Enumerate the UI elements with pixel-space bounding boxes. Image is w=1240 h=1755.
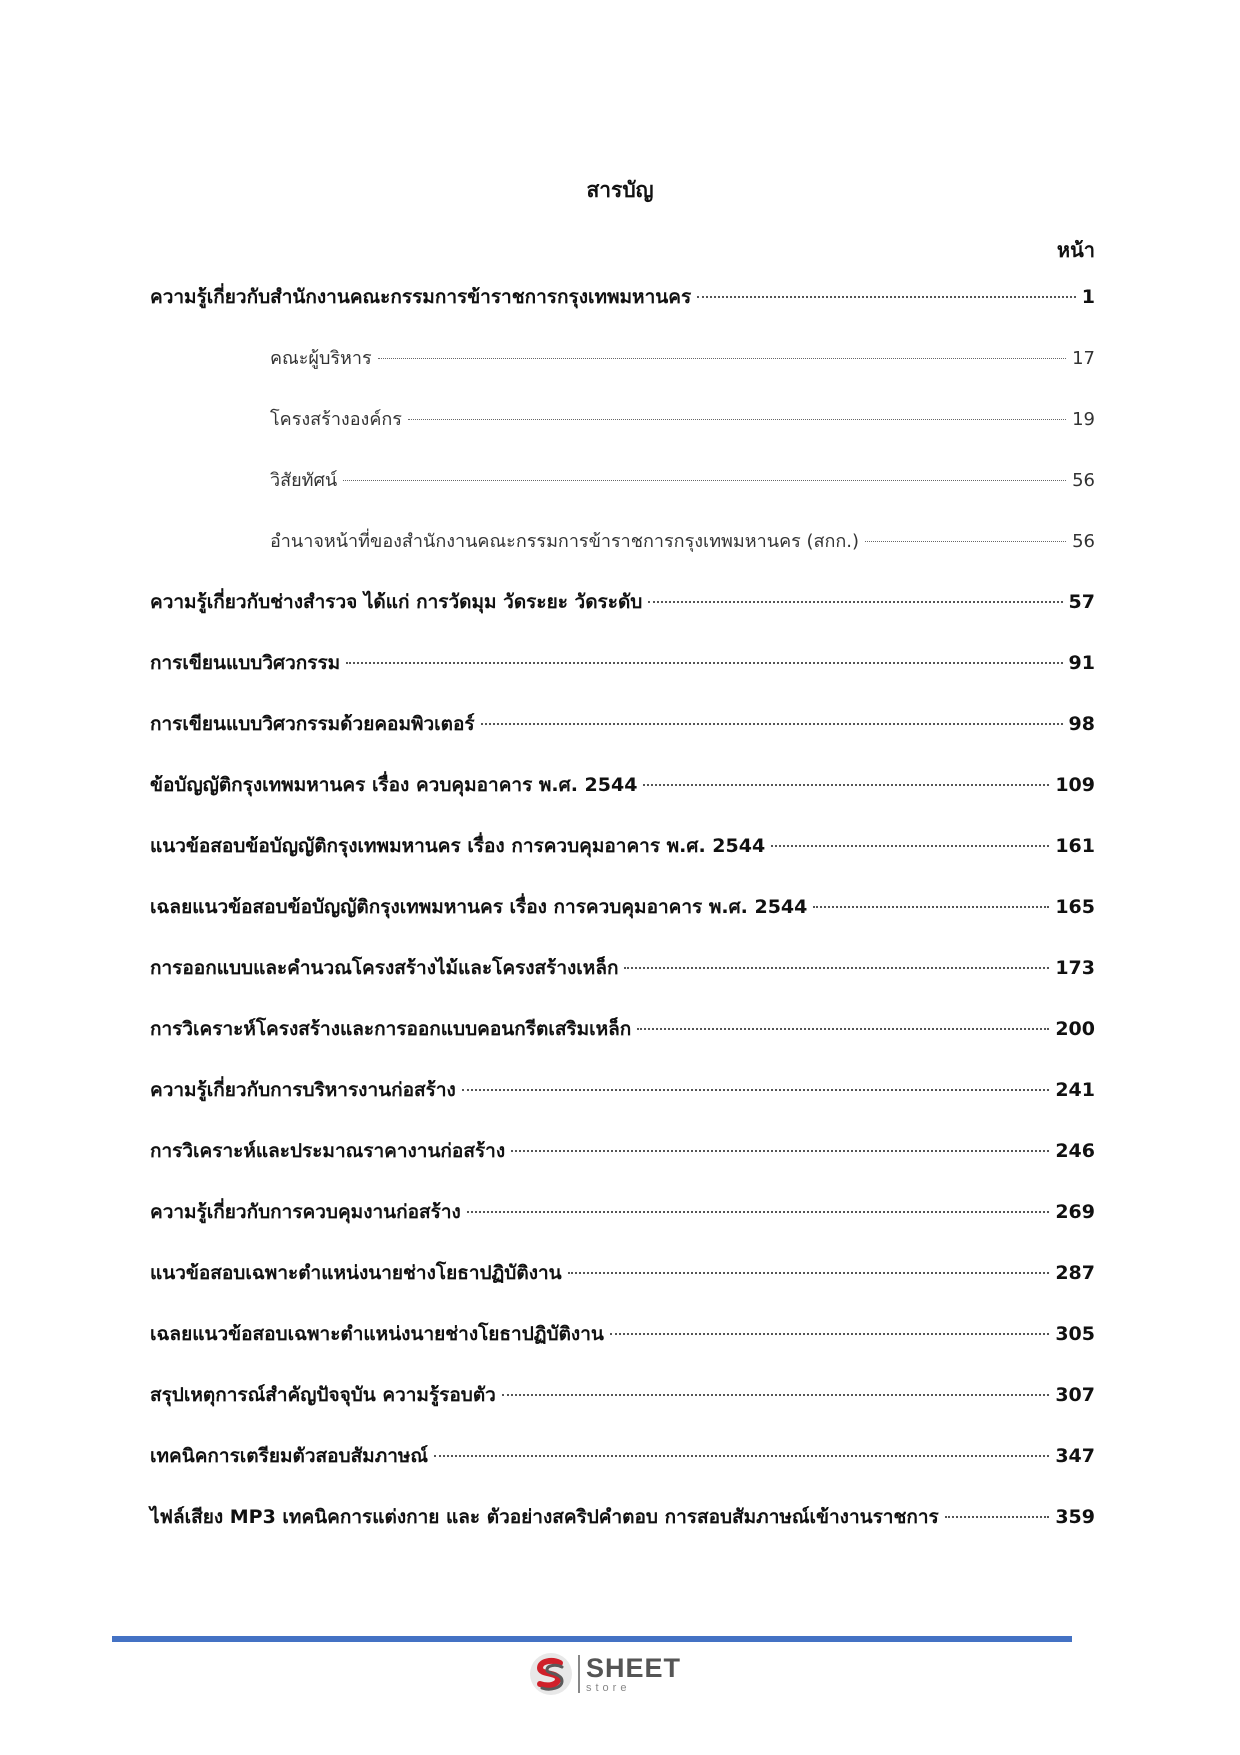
toc-entry <box>150 282 1095 343</box>
toc-entry-title: การเขียนแบบวิศวกรรม <box>150 652 341 674</box>
toc-entry-page: 307 <box>1055 1384 1095 1406</box>
toc-entry-title: เฉลยแนวข้อสอบเฉพาะตำแหน่งนายช่างโยธาปฏิบัติงาน <box>150 1323 604 1345</box>
toc-entry-title: โครงสร้างองค์กร <box>270 409 402 430</box>
toc-leader-dots <box>637 1028 1049 1030</box>
toc-leader-dots <box>945 1516 1050 1518</box>
toc-leader-dots <box>865 541 1066 542</box>
toc-entry-title: แนวข้อสอบเฉพาะตำแหน่งนายช่างโยธาปฏิบัติงาน <box>150 1262 562 1284</box>
toc-leader-dots <box>697 296 1076 298</box>
toc-leader-dots <box>511 1150 1049 1152</box>
toc-entry <box>150 770 1095 831</box>
logo-separator <box>578 1655 580 1693</box>
toc-entry <box>150 1197 1095 1258</box>
page-title: สารบัญ <box>586 178 654 202</box>
toc-entry <box>150 1502 1095 1563</box>
toc-entry <box>150 526 1095 587</box>
toc-entry-page: 246 <box>1055 1140 1095 1162</box>
toc-entry-page: 17 <box>1072 348 1095 369</box>
toc-entry <box>150 831 1095 892</box>
toc-entry-page: 269 <box>1055 1201 1095 1223</box>
toc-entry <box>150 1014 1095 1075</box>
toc-entry <box>150 1136 1095 1197</box>
toc-entry-title: เฉลยแนวข้อสอบข้อบัญญัติกรุงเทพมหานคร เรื่อง การควบคุมอาคาร พ.ศ. 2544 <box>150 896 808 918</box>
toc-entry <box>150 648 1095 709</box>
toc-entry-page: 109 <box>1055 774 1095 796</box>
toc-entry-page: 347 <box>1055 1445 1095 1467</box>
toc-entry-page: 91 <box>1068 652 1095 674</box>
toc-entry-title: สรุปเหตุการณ์สำคัญปัจจุบัน ความรู้รอบตัว <box>150 1384 496 1406</box>
footer-logo <box>528 1651 681 1697</box>
toc-entry-title: ข้อบัญญัติกรุงเทพมหานคร เรื่อง ควบคุมอาคาร พ.ศ. 2544 <box>150 774 638 796</box>
toc-leader-dots <box>346 662 1062 664</box>
toc-entry <box>150 1258 1095 1319</box>
page-column-header: หน้า <box>1056 238 1095 262</box>
toc-entry <box>150 892 1095 953</box>
toc-entry-title: วิสัยทัศน์ <box>270 470 338 491</box>
footer-divider <box>112 1636 1072 1642</box>
toc-leader-dots <box>624 967 1049 969</box>
toc-entry-page: 287 <box>1055 1262 1095 1284</box>
toc-entry-title: ความรู้เกี่ยวกับช่างสำรวจ ได้แก่ การวัดมุม วัดระยะ วัดระดับ <box>150 591 643 613</box>
toc-entry-page: 161 <box>1055 835 1095 857</box>
logo-subtext: store <box>586 1681 631 1694</box>
toc-leader-dots <box>502 1394 1049 1396</box>
toc-entry-page: 57 <box>1068 591 1095 613</box>
toc-entry <box>150 709 1095 770</box>
toc-entry-title: คณะผู้บริหาร <box>270 348 372 369</box>
toc-entry <box>150 404 1095 465</box>
toc-entry <box>150 1075 1095 1136</box>
toc-leader-dots <box>467 1211 1050 1213</box>
toc-entry-page: 200 <box>1055 1018 1095 1040</box>
toc-leader-dots <box>408 419 1066 420</box>
toc-entry-title: การออกแบบและคำนวณโครงสร้างไม้และโครงสร้างเหล็ก <box>150 957 619 979</box>
sheet-store-logo-icon <box>528 1651 574 1697</box>
toc-entry <box>150 953 1095 1014</box>
toc-entry <box>150 465 1095 526</box>
toc-entry <box>150 343 1095 404</box>
toc-entry-title: ไฟล์เสียง MP3 เทคนิคการแต่งกาย และ ตัวอย่างสคริปคำตอบ การสอบสัมภาษณ์เข้างานราชการ <box>150 1506 939 1528</box>
toc-entry-page: 98 <box>1068 713 1095 735</box>
toc-entry-title: การเขียนแบบวิศวกรรมด้วยคอมพิวเตอร์ <box>150 713 475 735</box>
toc-entry-page: 241 <box>1055 1079 1095 1101</box>
toc-entry <box>150 587 1095 648</box>
toc-entry-title: ความรู้เกี่ยวกับสำนักงานคณะกรรมการข้าราชการกรุงเทพมหานคร <box>150 286 692 308</box>
toc-entry-title: แนวข้อสอบข้อบัญญัติกรุงเทพมหานคร เรื่อง การควบคุมอาคาร พ.ศ. 2544 <box>150 835 766 857</box>
toc-entry-page: 56 <box>1072 531 1095 552</box>
toc-entry-page: 1 <box>1081 286 1095 308</box>
toc-entry-page: 359 <box>1055 1506 1095 1528</box>
toc-leader-dots <box>378 358 1066 359</box>
toc-leader-dots <box>462 1089 1050 1091</box>
toc-entry <box>150 1380 1095 1441</box>
toc-entry-title: การวิเคราะห์โครงสร้างและการออกแบบคอนกรีตเสริมเหล็ก <box>150 1018 632 1040</box>
toc-leader-dots <box>434 1455 1049 1457</box>
toc-leader-dots <box>813 906 1049 908</box>
toc-leader-dots <box>568 1272 1050 1274</box>
toc-entry-title: การวิเคราะห์และประมาณราคางานก่อสร้าง <box>150 1140 506 1162</box>
toc-leader-dots <box>481 723 1063 725</box>
toc-leader-dots <box>343 480 1066 481</box>
toc-entry <box>150 1441 1095 1502</box>
toc-leader-dots <box>771 845 1049 847</box>
toc-leader-dots <box>643 784 1049 786</box>
toc-entry-title: ความรู้เกี่ยวกับการควบคุมงานก่อสร้าง <box>150 1201 461 1223</box>
toc-entry-page: 56 <box>1072 470 1095 491</box>
toc-entry-title: ความรู้เกี่ยวกับการบริหารงานก่อสร้าง <box>150 1079 456 1101</box>
toc-entry-title: เทคนิคการเตรียมตัวสอบสัมภาษณ์ <box>150 1445 429 1467</box>
toc-entry-page: 305 <box>1055 1323 1095 1345</box>
toc-entry-page: 165 <box>1055 896 1095 918</box>
toc-entry <box>150 1319 1095 1380</box>
toc-entry-page: 19 <box>1072 409 1095 430</box>
toc-leader-dots <box>610 1333 1049 1335</box>
toc-leader-dots <box>648 601 1062 603</box>
logo-wordmark: SHEET <box>586 1652 682 1683</box>
toc-entry-page: 173 <box>1055 957 1095 979</box>
table-of-contents <box>150 282 1095 1563</box>
toc-entry-title: อำนาจหน้าที่ของสำนักงานคณะกรรมการข้าราชการกรุงเทพมหานคร (สกก.) <box>270 531 860 552</box>
